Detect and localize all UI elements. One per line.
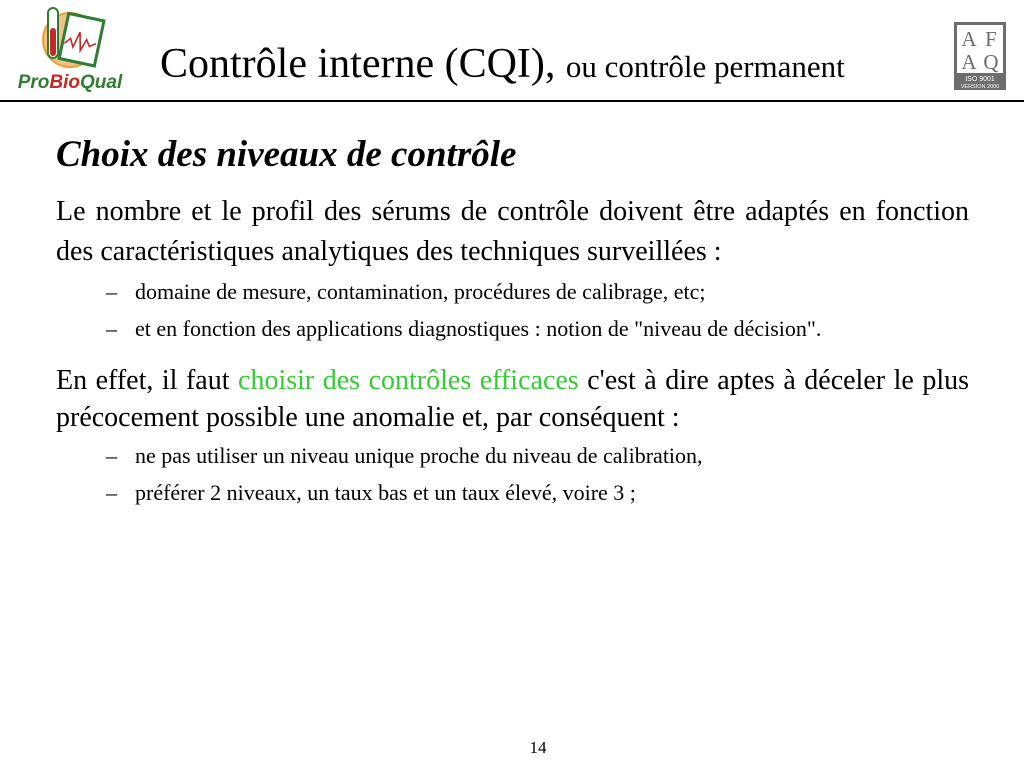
slide-content: [56, 128, 969, 526]
paragraph-effective-controls: [56, 362, 969, 436]
para2-before: En effet, il faut: [56, 365, 239, 396]
sub-list-item-text: et en fonction des applications diagnostiques : notion de "niveau de décision".: [135, 316, 822, 341]
header-divider: [0, 100, 1024, 102]
sub-list-item: [106, 440, 969, 471]
afaq-letter-a2: A: [961, 50, 977, 74]
afaq-logo: [954, 22, 1006, 90]
para2-after: c'est à dire aptes à déceler le plus précocement possible une anomalie et, par conséquent :: [56, 365, 969, 433]
sub-list-item-text: préférer 2 niveaux, un taux bas et un taux élevé, voire 3 ;: [135, 480, 636, 505]
dash-bullet: –: [106, 480, 117, 505]
slide-header: [0, 0, 1024, 102]
page-number: 14: [529, 738, 547, 757]
sub-list-item: [106, 313, 969, 344]
title-main: Contrôle interne (CQI),: [160, 41, 556, 87]
logo-document: [59, 13, 104, 65]
title-sub: ou contrôle permanent: [565, 49, 845, 84]
afaq-letter-q: Q: [983, 50, 999, 74]
dash-bullet: –: [106, 443, 117, 468]
afaq-version: VERSION 2000: [960, 84, 1000, 90]
logo-test-tube: [48, 8, 58, 58]
sub-list-characteristics: [56, 276, 969, 344]
para2-highlight: choisir des contrôles efficaces: [238, 365, 579, 396]
section-heading: Choix des niveaux de contrôle: [56, 134, 517, 175]
paragraph-serum-profile: Le nombre et le profil des sérums de contrôle doivent être adaptés en fonction des caractéristiques analytiques des techniques surveillées :: [56, 196, 969, 267]
sub-list-recommendations: [56, 440, 969, 508]
sub-list-item: [106, 477, 969, 508]
sub-list-item-text: domaine de mesure, contamination, procédures de calibrage, etc;: [135, 279, 706, 304]
dash-bullet: –: [106, 279, 117, 304]
dash-bullet: –: [106, 316, 117, 341]
logo-text: ProBioQual: [17, 72, 123, 93]
afaq-letter-f: F: [985, 27, 997, 51]
afaq-letter-a1: A: [961, 27, 977, 51]
afaq-iso: ISO 9001: [965, 76, 995, 83]
sub-list-item: [106, 276, 969, 307]
probioqual-logo: [8, 2, 132, 96]
sub-list-item-text: ne pas utiliser un niveau unique proche du niveau de calibration,: [135, 443, 703, 468]
slide-title: [160, 38, 845, 93]
